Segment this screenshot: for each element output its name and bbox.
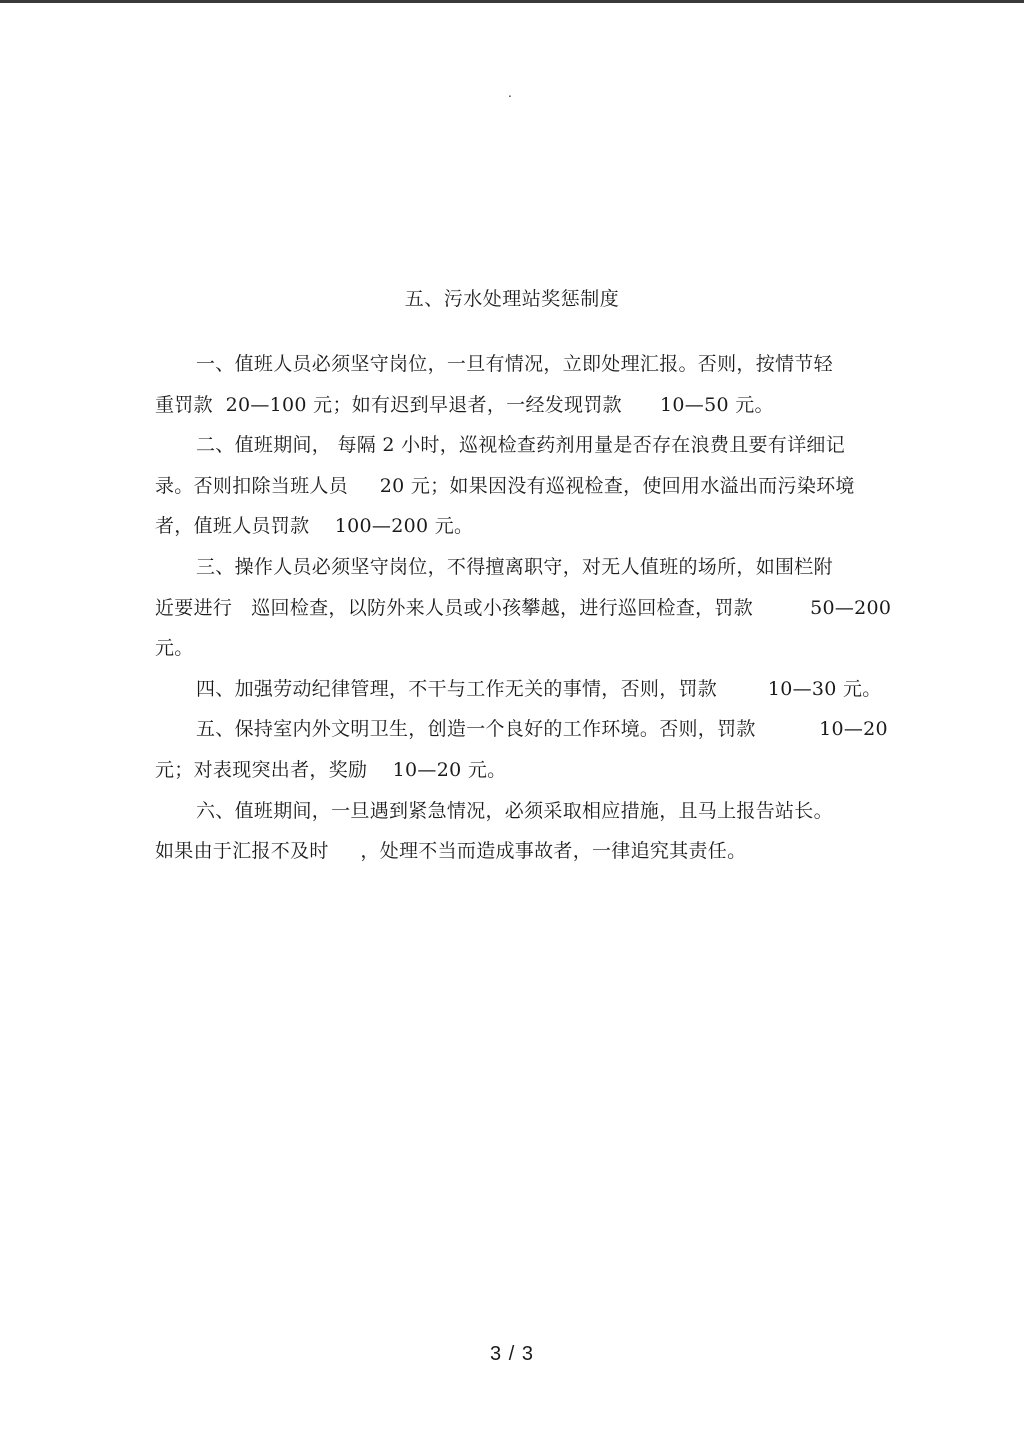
page-number: 3 / 3 (490, 1343, 534, 1365)
body-line: 重罚款 20—100 元；如有迟到早退者，一经发现罚款 10—50 元。 (155, 393, 774, 416)
body-line: 六、值班期间，一旦遇到紧急情况，必须采取相应措施，且马上报告站长。 (196, 799, 833, 822)
body-line: 元；对表现突出者，奖励 10—20 元。 (155, 758, 507, 781)
body-line: 二、值班期间， 每隔 2 小时，巡视检查药剂用量是否存在浪费且要有详细记 (196, 434, 846, 457)
body-line: 一、值班人员必须坚守岗位，一旦有情况，立即处理汇报。否则，按情节轻 (196, 353, 833, 375)
body-line: 三、操作人员必须坚守岗位，不得擅离职守，对无人值班的场所，如围栏附 (196, 555, 833, 578)
body-line: 四、加强劳动纪律管理，不干与工作无关的事情，否则，罚款 10—30 元。 (196, 677, 882, 700)
body-line: 元。 (155, 637, 194, 660)
document-title: 五、污水处理站奖惩制度 (404, 288, 620, 310)
body-line: 近要进行 巡回检查，以防外来人员或小孩攀越，进行巡回检查，罚款 50—200 (155, 596, 892, 619)
body-line: 如果由于汇报不及时 ，处理不当而造成事故者，一律追究其责任。 (155, 840, 747, 863)
body-line: 录。否则扣除当班人员 20 元；如果因没有巡视检查，使回用水溢出而污染环境 (155, 474, 855, 497)
body-line: 五、保持室内外文明卫生，创造一个良好的工作环境。否则，罚款 10—20 (196, 718, 888, 741)
document-body (155, 344, 892, 872)
header-dot: . (508, 86, 512, 100)
body-line: 者，值班人员罚款 100—200 元。 (155, 515, 474, 538)
top-border-rule (0, 0, 1024, 3)
